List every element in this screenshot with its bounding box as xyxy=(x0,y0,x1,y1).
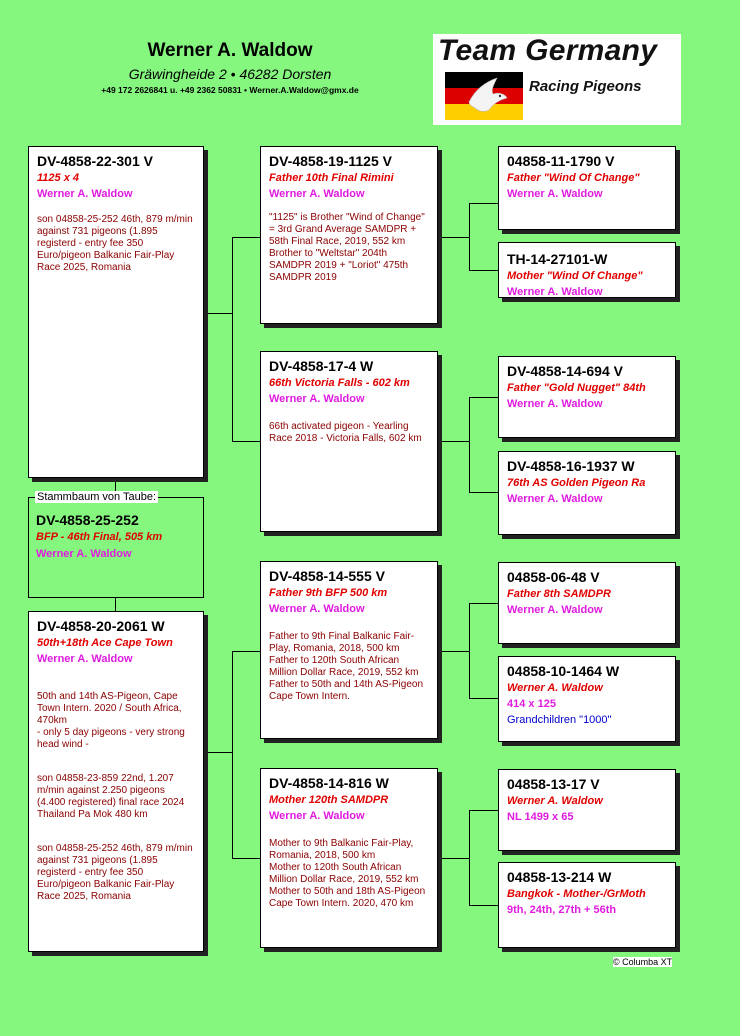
achievement: 76th AS Golden Pigeon Ra xyxy=(507,477,646,489)
mother-achievement: 50th+18th Ace Cape Town xyxy=(37,637,173,649)
copyright-text: © Columba XT xyxy=(613,957,673,967)
breeder-contact: +49 172 2626841 u. +49 2362 50831 • Werner.A.Waldow@gmx.de xyxy=(101,85,359,95)
description-paragraph: 50th and 14th AS-Pigeon, Cape Town Intern. 2020 / South Africa, 470km - only 5 day pigeons - very strong head wind - xyxy=(37,691,185,750)
father-achievement: 1125 x 4 xyxy=(37,172,80,184)
ring-number: 04858-13-214 W xyxy=(507,869,612,885)
maternal-grandfather-card xyxy=(260,561,438,739)
description-paragraph: son 04858-23-859 22nd, 1.207 m/min against 2.250 pigeons (4.400 registered) final race 2024 Thailand Pa Mok 480 km xyxy=(37,773,185,820)
description-paragraph: son 04858-25-252 46th, 879 m/min against 731 pigeons (1.895 registerd - entry fee 350 Euro/pigeon Balkanic Fair-Play Race 2025, Romania xyxy=(37,843,193,902)
connector-line xyxy=(438,651,470,652)
subject-pigeon-box xyxy=(28,491,204,598)
pairing-info: 414 x 125 xyxy=(507,698,556,710)
achievement: Mother 120th SAMDPR xyxy=(269,794,389,806)
mother-description xyxy=(37,679,195,925)
achievement: Father 10th Final Rimini xyxy=(269,172,394,184)
copyright xyxy=(613,957,672,967)
ring-number: DV-4858-14-816 W xyxy=(269,775,389,791)
connector-line xyxy=(469,270,498,271)
maternal-grandmother-card xyxy=(260,768,438,948)
connector-line xyxy=(232,651,233,858)
connector-line xyxy=(469,810,498,811)
great-grandparent-card xyxy=(498,562,676,644)
great-grandparent-card xyxy=(498,769,676,851)
subject-owner: Werner A. Waldow xyxy=(36,548,132,560)
logo-title: Team Germany xyxy=(438,34,658,67)
connector-line xyxy=(469,492,498,493)
grandchildren-suffix: " xyxy=(607,714,612,726)
ring-number: 04858-06-48 V xyxy=(507,569,600,585)
connector-line xyxy=(232,651,260,652)
great-grandparent-card xyxy=(498,862,676,948)
owner: Werner A. Waldow xyxy=(507,188,603,200)
breeder-name: Werner A. Waldow xyxy=(147,40,313,61)
logo-subtitle: Racing Pigeons xyxy=(529,78,642,95)
connector-line xyxy=(469,397,498,398)
description-paragraph: son 04858-25-252 46th, 879 m/min against 731 pigeons (1.895 registerd - entry fee 350 Euro/pigeon Balkanic Fair-Play Race 2025, Romania xyxy=(37,214,193,273)
mother-card xyxy=(28,611,204,952)
owner: Werner A. Waldow xyxy=(507,398,603,410)
great-grandparent-card xyxy=(498,451,676,535)
great-grandparent-card xyxy=(498,656,676,742)
ring-number: 04858-10-1464 W xyxy=(507,663,620,679)
owner: Werner A. Waldow xyxy=(507,493,603,505)
achievement: Werner A. Waldow xyxy=(507,795,603,807)
connector-line xyxy=(469,698,498,699)
father-card xyxy=(28,146,204,478)
achievement: Werner A. Waldow xyxy=(507,682,603,694)
ring-number: TH-14-27101-W xyxy=(507,251,608,267)
father-owner: Werner A. Waldow xyxy=(37,188,133,200)
father-ring-number: DV-4858-22-301 V xyxy=(37,153,153,169)
ring-number: DV-4858-19-1125 V xyxy=(269,153,392,169)
paternal-grandfather-card xyxy=(260,146,438,324)
ring-number: 04858-11-1790 V xyxy=(507,153,615,169)
ring-number: 04858-13-17 V xyxy=(507,776,600,792)
owner: Werner A. Waldow xyxy=(269,603,365,615)
connector-line xyxy=(232,858,260,859)
owner: Werner A. Waldow xyxy=(269,393,365,405)
description: 66th activated pigeon - Yearling Race 2018 - Victoria Falls, 602 km xyxy=(269,421,422,444)
owner: Werner A. Waldow xyxy=(269,810,365,822)
grandchildren-label: Grandchildren " xyxy=(507,714,584,726)
description: Father to 9th Final Balkanic Fair-Play, Romania, 2018, 500 km Father to 120th South African Million Dollar Race, 2019, 552 km Father to 50th and 14th AS-Pigeon Cape Town Intern. xyxy=(269,631,423,702)
ring-number: DV-4858-16-1937 W xyxy=(507,458,635,474)
owner: Werner A. Waldow xyxy=(507,286,603,298)
achievement: Bangkok - Mother-/GrMoth xyxy=(507,888,646,900)
achievement: Father 9th BFP 500 km xyxy=(269,587,388,599)
connector-line xyxy=(232,237,233,441)
dove-flag-icon xyxy=(445,72,523,120)
subject-label: Stammbaum von Taube: xyxy=(37,491,157,503)
connector-line xyxy=(232,441,260,442)
connector-line xyxy=(469,203,498,204)
mother-owner: Werner A. Waldow xyxy=(37,653,133,665)
achievement: Mother "Wind Of Change" xyxy=(507,270,643,282)
achievement: Father "Gold Nugget" 84th xyxy=(507,382,646,394)
results-info: 9th, 24th, 27th + 56th xyxy=(507,904,617,916)
description: Mother to 9th Balkanic Fair-Play, Romania, 2018, 500 km Mother to 120th South African Million Dollar Race, 2019, 552 km Mother to 50th and 18th AS-Pigeon Cape Town Intern. 2020, 470 km xyxy=(269,838,426,909)
connector-line xyxy=(438,441,470,442)
connector-line xyxy=(232,237,260,238)
connector-line xyxy=(469,905,498,906)
owner: Werner A. Waldow xyxy=(507,604,603,616)
ring-number: DV-4858-14-694 V xyxy=(507,363,623,379)
breeder-address: Gräwingheide 2 • 46282 Dorsten xyxy=(128,66,332,82)
great-grandparent-card xyxy=(498,146,676,230)
owner: Werner A. Waldow xyxy=(269,188,365,200)
description: "1125" is Brother "Wind of Change" = 3rd Grand Average SAMDPR + 58th Final Race, 2019, 552 km Brother to "Weltstar" 204th SAMDPR 2019 + "Loriot" 475th SAMDPR 2019 xyxy=(269,212,425,283)
achievement: Father "Wind Of Change" xyxy=(507,172,640,184)
ring-number: DV-4858-17-4 W xyxy=(269,358,374,374)
father-description xyxy=(37,214,195,274)
connector-line xyxy=(469,603,498,604)
connector-line xyxy=(469,397,470,493)
connector-line xyxy=(438,237,470,238)
achievement: 66th Victoria Falls - 602 km xyxy=(269,377,410,389)
connector-line xyxy=(115,597,116,611)
connector-line xyxy=(469,203,470,271)
subject-achievement: BFP - 46th Final, 505 km xyxy=(36,531,163,543)
subject-ring-number: DV-4858-25-252 xyxy=(36,512,139,528)
connector-line xyxy=(469,810,470,906)
pairing-info: NL 1499 x 65 xyxy=(507,811,574,823)
connector-line xyxy=(204,752,233,753)
mother-ring-number: DV-4858-20-2061 W xyxy=(37,618,165,634)
connector-line xyxy=(469,603,470,699)
team-logo xyxy=(433,34,681,125)
grandchildren-info xyxy=(507,714,667,726)
connector-line xyxy=(204,313,233,314)
great-grandparent-card xyxy=(498,242,676,298)
ring-number: DV-4858-14-555 V xyxy=(269,568,385,584)
connector-line xyxy=(438,858,470,859)
great-grandparent-card xyxy=(498,356,676,438)
grandchildren-count: 1000 xyxy=(583,714,608,726)
achievement: Father 8th SAMDPR xyxy=(507,588,611,600)
paternal-grandmother-card xyxy=(260,351,438,532)
